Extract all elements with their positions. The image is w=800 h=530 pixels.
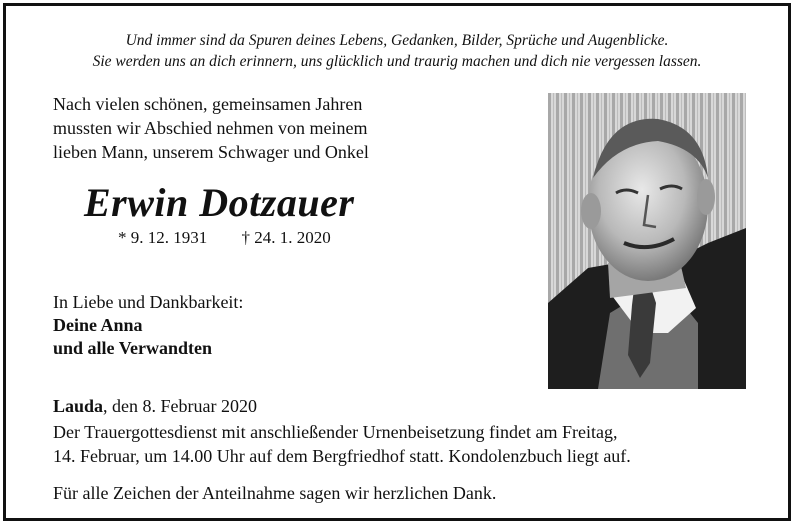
place-city: Lauda — [53, 396, 104, 416]
portrait-photo — [548, 93, 746, 389]
service-line-2: 14. Februar, um 14.00 Uhr auf dem Bergfriedhof statt. Kondolenzbuch liegt auf. — [53, 446, 631, 466]
closing-line-1: In Liebe und Dankbarkeit: — [53, 292, 244, 312]
place-date-line — [53, 395, 257, 418]
birth-date: * 9. 12. 1931 — [118, 228, 208, 247]
poem-line-1: Und immer sind da Spuren deines Lebens, Gedanken, Bilder, Sprüche und Augenblicke. — [125, 32, 669, 49]
life-dates — [118, 227, 331, 249]
poem-line-2: Sie werden uns an dich erinnern, uns glücklich und traurig machen und dich nie vergessen lassen. — [92, 53, 702, 70]
mourner-name: Deine Anna — [53, 315, 143, 335]
mourner-relatives: und alle Verwandten — [53, 338, 213, 358]
mourners-block — [53, 291, 243, 360]
intro-line-1: Nach vielen schönen, gemeinsamen Jahren — [53, 94, 363, 114]
thanks-line: Für alle Zeichen der Anteilnahme sagen wir herzlichen Dank. — [53, 483, 497, 503]
death-date: † 24. 1. 2020 — [241, 228, 331, 247]
intro-text — [53, 92, 369, 164]
deceased-name: Erwin Dotzauer — [84, 180, 355, 225]
service-info — [53, 420, 631, 468]
intro-line-2: mussten wir Abschied nehmen von meinem — [53, 118, 368, 138]
intro-line-3: lieben Mann, unserem Schwager und Onkel — [53, 142, 369, 162]
memorial-poem — [0, 30, 794, 72]
place-date: , den 8. Februar 2020 — [103, 396, 257, 416]
portrait-drawing — [548, 93, 746, 389]
service-line-1: Der Trauergottesdienst mit anschließender Urnenbeisetzung findet am Freitag, — [53, 422, 618, 442]
